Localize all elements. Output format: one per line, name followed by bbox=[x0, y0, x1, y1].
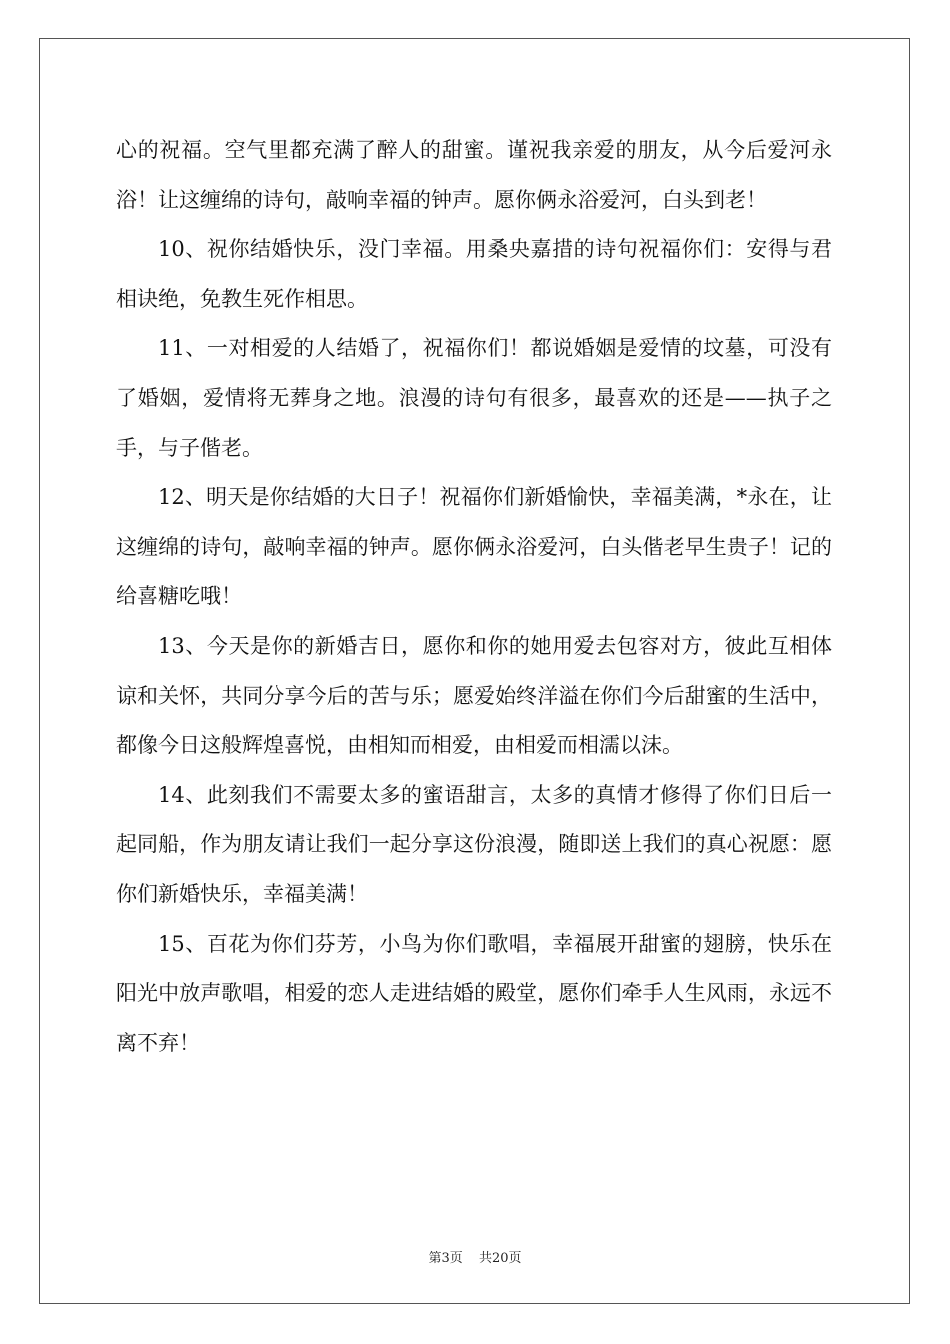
paragraph-10: 10、祝你结婚快乐，没门幸福。用桑央嘉措的诗句祝福你们：安得与君相诀绝，免教生死作相思。 bbox=[116, 237, 832, 311]
document-body bbox=[116, 126, 832, 1068]
page-number: 第3页 bbox=[428, 1251, 463, 1266]
paragraph-12: 12、明天是你结婚的大日子！祝福你们新婚愉快，幸福美满，*永在，让这缠绵的诗句，敲响幸福的钟声。愿你俩永浴爱河，白头偕老早生贵子！记的给喜糖吃哦！ bbox=[116, 485, 832, 609]
page-footer bbox=[0, 1247, 950, 1266]
paragraph-13: 13、今天是你的新婚吉日，愿你和你的她用爱去包容对方，彼此互相体谅和关怀，共同分享今后的苦与乐；愿爱始终洋溢在你们今后甜蜜的生活中，都像今日这般辉煌喜悦，由相知而相爱，由相爱而相濡以沫。 bbox=[116, 633, 832, 758]
paragraph-14: 14、此刻我们不需要太多的蜜语甜言，太多的真情才修得了你们日后一起同船，作为朋友请让我们一起分享这份浪漫，随即送上我们的真心祝愿：愿你们新婚快乐，幸福美满！ bbox=[116, 782, 832, 906]
paragraph-11: 11、一对相爱的人结婚了，祝福你们！都说婚姻是爱情的坟墓，可没有了婚姻，爱情将无葬身之地。浪漫的诗句有很多，最喜欢的还是——执子之手，与子偕老。 bbox=[116, 336, 832, 460]
paragraph-continuation: 心的祝福。空气里都充满了醉人的甜蜜。谨祝我亲爱的朋友，从今后爱河永浴！让这缠绵的诗句，敲响幸福的钟声。愿你俩永浴爱河，白头到老！ bbox=[116, 138, 832, 212]
paragraph-15: 15、百花为你们芬芳，小鸟为你们歌唱，幸福展开甜蜜的翅膀，快乐在阳光中放声歌唱，相爱的恋人走进结婚的殿堂，愿你们牵手人生风雨，永远不离不弃！ bbox=[116, 931, 832, 1055]
page-total: 共20页 bbox=[478, 1251, 522, 1266]
